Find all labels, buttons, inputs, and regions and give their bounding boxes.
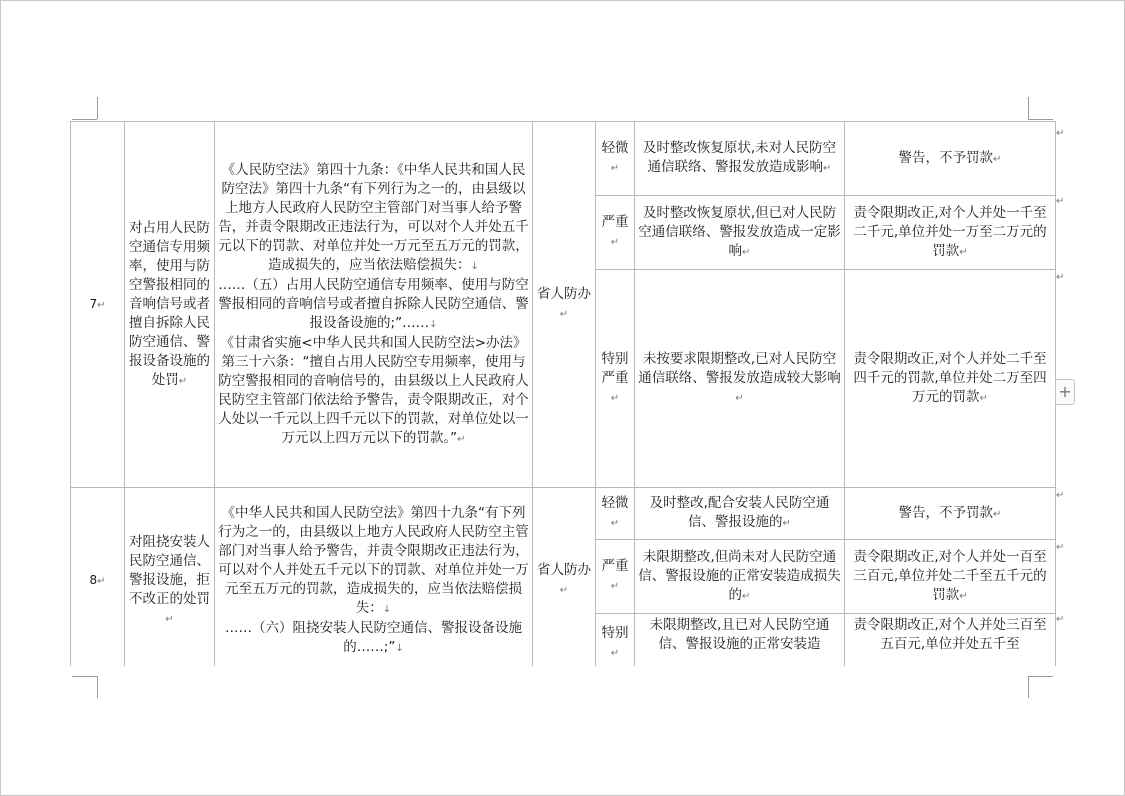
grade-cell[interactable]: 严重↵	[596, 196, 635, 270]
crop-mark-bottom-right	[1028, 676, 1053, 677]
add-row-button[interactable]: +	[1055, 379, 1075, 405]
item-number-cell[interactable]: 7↵	[71, 122, 125, 488]
crop-mark-top-right	[1028, 97, 1029, 119]
legal-basis-cell[interactable]: 《中华人民共和国人民防空法》第四十九条“有下列行为之一的，由县级以上地方人民政府人民防空主管部门对当事人给予警告，并责令限期改正违法行为，可以对个人并处五千元以下的罚款、对单位并处一万元至五万元的罚款，造成损失的，应当依法赔偿损失：↓ ……（六）阻挠安装人民防空通信、警报设备设施的……;”↓	[215, 488, 533, 667]
row-end-mark: ↵	[1056, 490, 1065, 501]
penalty-table	[70, 121, 1056, 666]
matter-cell[interactable]: 对阻挠安装人民防空通信、警报设施，拒不改正的处罚↵	[125, 488, 215, 667]
row-end-mark: ↵	[1056, 614, 1065, 625]
crop-mark-bottom-left	[72, 676, 97, 677]
department-cell[interactable]: 省人防办↵	[533, 122, 596, 488]
standard-cell[interactable]: 警告，不予罚款↵	[845, 488, 1056, 540]
row-end-mark: ↵	[1056, 196, 1065, 207]
circumstance-cell[interactable]: 及时整改恢复原状,但已对人民防空通信联络、警报发放造成一定影响↵	[635, 196, 845, 270]
table-viewport	[70, 121, 1056, 666]
crop-mark-bottom-right	[1028, 676, 1029, 698]
grade-cell[interactable]: 轻微↵	[596, 122, 635, 196]
item-number-cell[interactable]: 8↵	[71, 488, 125, 667]
circumstance-cell[interactable]: 及时整改,配合安装人民防空通信、警报设施的↵	[635, 488, 845, 540]
grade-cell[interactable]: 严重↵	[596, 540, 635, 614]
crop-mark-top-left	[97, 97, 98, 119]
circumstance-cell[interactable]: 未按要求限期整改,已对人民防空通信联络、警报发放造成较大影响↵	[635, 270, 845, 488]
table-row	[71, 488, 1056, 540]
grade-cell[interactable]: 特别↵	[596, 614, 635, 667]
grade-cell[interactable]: 特别严重↵	[596, 270, 635, 488]
row-end-mark: ↵	[1056, 128, 1065, 139]
standard-cell[interactable]: 责令限期改正,对个人并处三百至五百元,单位并处五千至	[845, 614, 1056, 667]
crop-mark-top-right	[1028, 119, 1053, 120]
crop-mark-top-left	[72, 119, 97, 120]
standard-cell[interactable]: 责令限期改正,对个人并处一百至三百元,单位并处二千至五千元的罚款↵	[845, 540, 1056, 614]
row-end-mark: ↵	[1056, 272, 1065, 283]
circumstance-cell[interactable]: 未限期整改,但尚未对人民防空通信、警报设施的正常安装造成损失的↵	[635, 540, 845, 614]
matter-cell[interactable]: 对占用人民防空通信专用频率，使用与防空警报相同的音响信号或者擅自拆除人民防空通信、警报设备设施的处罚↵	[125, 122, 215, 488]
table-row	[71, 122, 1056, 196]
row-end-mark: ↵	[1056, 542, 1065, 553]
department-cell[interactable]: 省人防办↵	[533, 488, 596, 667]
grade-cell[interactable]: 轻微↵	[596, 488, 635, 540]
standard-cell[interactable]: 责令限期改正,对个人并处一千至二千元,单位并处一万至二万元的罚款↵	[845, 196, 1056, 270]
circumstance-cell[interactable]: 及时整改恢复原状,未对人民防空通信联络、警报发放造成影响↵	[635, 122, 845, 196]
legal-basis-cell[interactable]: 《人民防空法》第四十九条：《中华人民共和国人民防空法》第四十九条“有下列行为之一的，由县级以上地方人民政府人民防空主管部门对当事人给予警告，并责令限期改正违法行为，可以对个人并处五千元以下的罚款、对单位并处一万元至五万元的罚款，造成损失的，应当依法赔偿损失：↓ ……（五）占用人民防空通信专用频率、使用与防空警报相同的音响信号或者擅自拆除人民防空通信、警报设备设施的;”……↓ 《甘肃省实施<中华人民共和国人民防空法>办法》第三十六条：“擅自占用人民防空专用频率，使用与防空警报相同的音响信号的，由县级以上人民政府人民防空主管部门依法给予警告，责令限期改正，对个人处以一千元以上四千元以下的罚款，对单位处以一万元以上四万元以下的罚款。”↵	[215, 122, 533, 488]
standard-cell[interactable]: 责令限期改正,对个人并处二千至四千元的罚款,单位并处二万至四万元的罚款↵	[845, 270, 1056, 488]
circumstance-cell[interactable]: 未限期整改,且已对人民防空通信、警报设施的正常安装造	[635, 614, 845, 667]
standard-cell[interactable]: 警告，不予罚款↵	[845, 122, 1056, 196]
crop-mark-bottom-left	[97, 676, 98, 698]
